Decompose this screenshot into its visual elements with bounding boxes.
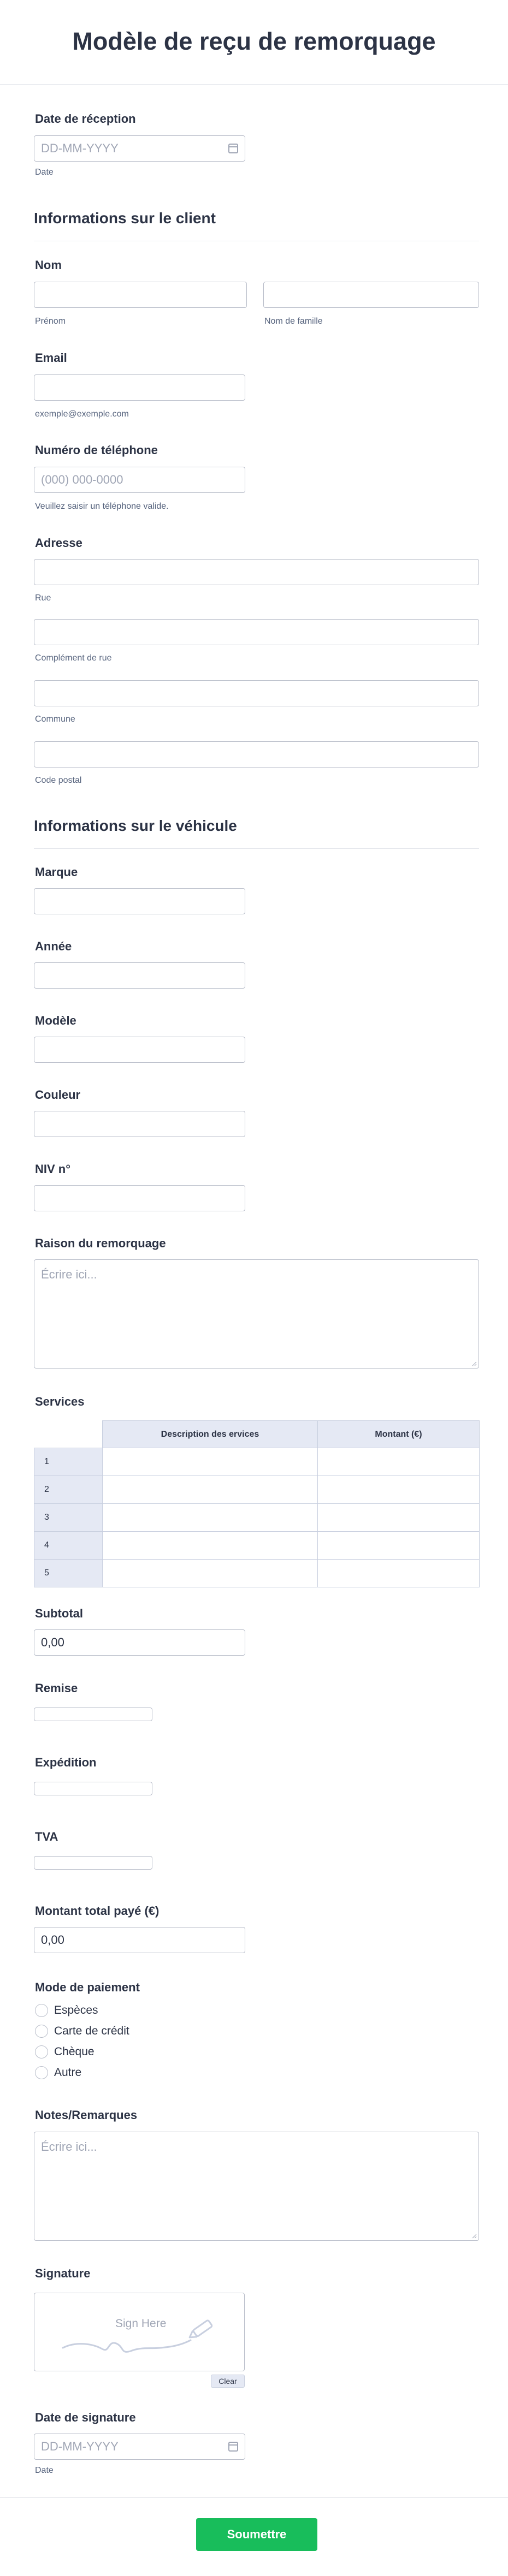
discount-input[interactable] [34, 1708, 152, 1721]
total-label: Montant total payé (€) [35, 1904, 160, 1918]
reception-date-sublabel: Date [35, 168, 54, 177]
make-input[interactable] [34, 888, 245, 914]
city-input[interactable] [34, 680, 479, 706]
amount-cell[interactable] [318, 1476, 480, 1504]
signature-date-input[interactable] [34, 2434, 245, 2460]
signature-date-sublabel: Date [35, 2466, 54, 2475]
email-input[interactable] [34, 374, 245, 401]
model-label: Modèle [35, 1014, 76, 1027]
address-label: Adresse [35, 536, 82, 550]
notes-placeholder: Écrire ici... [41, 2140, 97, 2153]
subtotal-label: Subtotal [35, 1607, 83, 1620]
services-table [34, 1420, 480, 1587]
reason-label: Raison du remorquage [35, 1236, 166, 1250]
services-label: Services [35, 1395, 85, 1408]
amount-cell[interactable] [318, 1532, 480, 1560]
model-input[interactable] [34, 1037, 245, 1063]
first-name-sublabel: Prénom [35, 317, 66, 326]
row-header: 3 [34, 1504, 103, 1532]
amount-cell[interactable] [318, 1560, 480, 1587]
row-header: 4 [34, 1532, 103, 1560]
radio-button[interactable] [35, 2045, 48, 2059]
reason-textarea[interactable] [34, 1259, 479, 1369]
vat-label: TVA [35, 1830, 58, 1843]
payment-option-card[interactable] [35, 2025, 129, 2038]
description-cell[interactable] [103, 1448, 318, 1476]
page-title: Modèle de reçu de remorquage [72, 27, 436, 55]
total-value: 0,00 [41, 1933, 64, 1947]
discount-label: Remise [35, 1681, 78, 1695]
amount-cell[interactable] [318, 1448, 480, 1476]
phone-placeholder: (000) 000-0000 [41, 473, 123, 486]
signature-placeholder: Sign Here [115, 2317, 167, 2330]
last-name-sublabel: Nom de famille [264, 317, 323, 326]
subtotal-value: 0,00 [41, 1635, 64, 1649]
vin-label: NIV n° [35, 1162, 71, 1176]
notes-label: Notes/Remarques [35, 2108, 138, 2122]
reason-placeholder: Écrire ici... [41, 1268, 97, 1281]
reception-date-input[interactable] [34, 135, 245, 162]
column-header-amount: Montant (€) [318, 1421, 480, 1448]
shipping-input[interactable] [34, 1782, 152, 1795]
table-row [34, 1476, 480, 1504]
header-divider [0, 84, 508, 85]
payment-option-check[interactable] [35, 2045, 94, 2059]
description-cell[interactable] [103, 1476, 318, 1504]
radio-button[interactable] [35, 2066, 48, 2079]
calendar-icon[interactable] [228, 144, 238, 153]
signature-label: Signature [35, 2266, 91, 2280]
street-sublabel: Rue [35, 593, 51, 603]
zip-input[interactable] [34, 741, 479, 768]
payment-option-other[interactable] [35, 2066, 81, 2079]
signature-pad[interactable] [34, 2293, 245, 2371]
description-cell[interactable] [103, 1560, 318, 1587]
table-row [34, 1560, 480, 1587]
phone-sublabel: Veuillez saisir un téléphone valide. [35, 502, 169, 511]
table-row [34, 1504, 480, 1532]
radio-label: Carte de crédit [54, 2025, 129, 2037]
reception-date-placeholder: DD-MM-YYYY [41, 141, 119, 155]
year-label: Année [35, 939, 72, 953]
table-row [34, 1448, 480, 1476]
radio-label: Chèque [54, 2045, 94, 2058]
color-label: Couleur [35, 1088, 81, 1102]
amount-cell[interactable] [318, 1504, 480, 1532]
phone-input[interactable] [34, 467, 245, 493]
radio-label: Espèces [54, 2004, 98, 2016]
row-header: 1 [34, 1448, 103, 1476]
clear-signature-button[interactable]: Clear [211, 2375, 245, 2388]
section-divider [34, 848, 479, 849]
make-label: Marque [35, 865, 78, 879]
first-name-input[interactable] [34, 282, 247, 308]
table-header-row [34, 1421, 480, 1448]
shipping-label: Expédition [35, 1756, 97, 1769]
payment-label: Mode de paiement [35, 1980, 140, 1994]
subtotal-input[interactable] [34, 1629, 245, 1656]
street2-input[interactable] [34, 619, 479, 645]
email-label: Email [35, 351, 67, 365]
resize-handle-icon[interactable] [471, 2233, 477, 2239]
column-header-description: Description des ervices [103, 1421, 318, 1448]
vin-input[interactable] [34, 1185, 245, 1211]
year-input[interactable] [34, 962, 245, 989]
description-cell[interactable] [103, 1532, 318, 1560]
signature-pen-icon [60, 2315, 218, 2359]
email-sublabel: exemple@exemple.com [35, 409, 129, 419]
notes-textarea[interactable] [34, 2132, 479, 2241]
street2-sublabel: Complément de rue [35, 653, 112, 663]
table-corner [34, 1421, 103, 1448]
resize-handle-icon[interactable] [471, 1361, 477, 1366]
zip-sublabel: Code postal [35, 776, 82, 785]
signature-date-label: Date de signature [35, 2411, 136, 2424]
table-row [34, 1532, 480, 1560]
signature-date-placeholder: DD-MM-YYYY [41, 2440, 119, 2453]
vehicle-section-title: Informations sur le véhicule [34, 817, 237, 834]
name-label: Nom [35, 258, 62, 272]
total-input[interactable] [34, 1927, 245, 1953]
payment-option-cash[interactable] [35, 2004, 98, 2017]
vat-input[interactable] [34, 1856, 152, 1870]
color-input[interactable] [34, 1111, 245, 1137]
phone-label: Numéro de téléphone [35, 443, 158, 457]
city-sublabel: Commune [35, 715, 75, 724]
footer-divider [0, 2497, 508, 2498]
submit-button[interactable]: Soumettre [196, 2518, 317, 2551]
reception-date-label: Date de réception [35, 112, 136, 126]
last-name-input[interactable] [263, 282, 479, 308]
client-section-title: Informations sur le client [34, 210, 216, 227]
row-header: 2 [34, 1476, 103, 1504]
street-input[interactable] [34, 559, 479, 585]
radio-label: Autre [54, 2066, 82, 2079]
radio-button[interactable] [35, 2004, 48, 2017]
description-cell[interactable] [103, 1504, 318, 1532]
row-header: 5 [34, 1560, 103, 1587]
radio-button[interactable] [35, 2025, 48, 2038]
calendar-icon[interactable] [228, 2442, 238, 2452]
